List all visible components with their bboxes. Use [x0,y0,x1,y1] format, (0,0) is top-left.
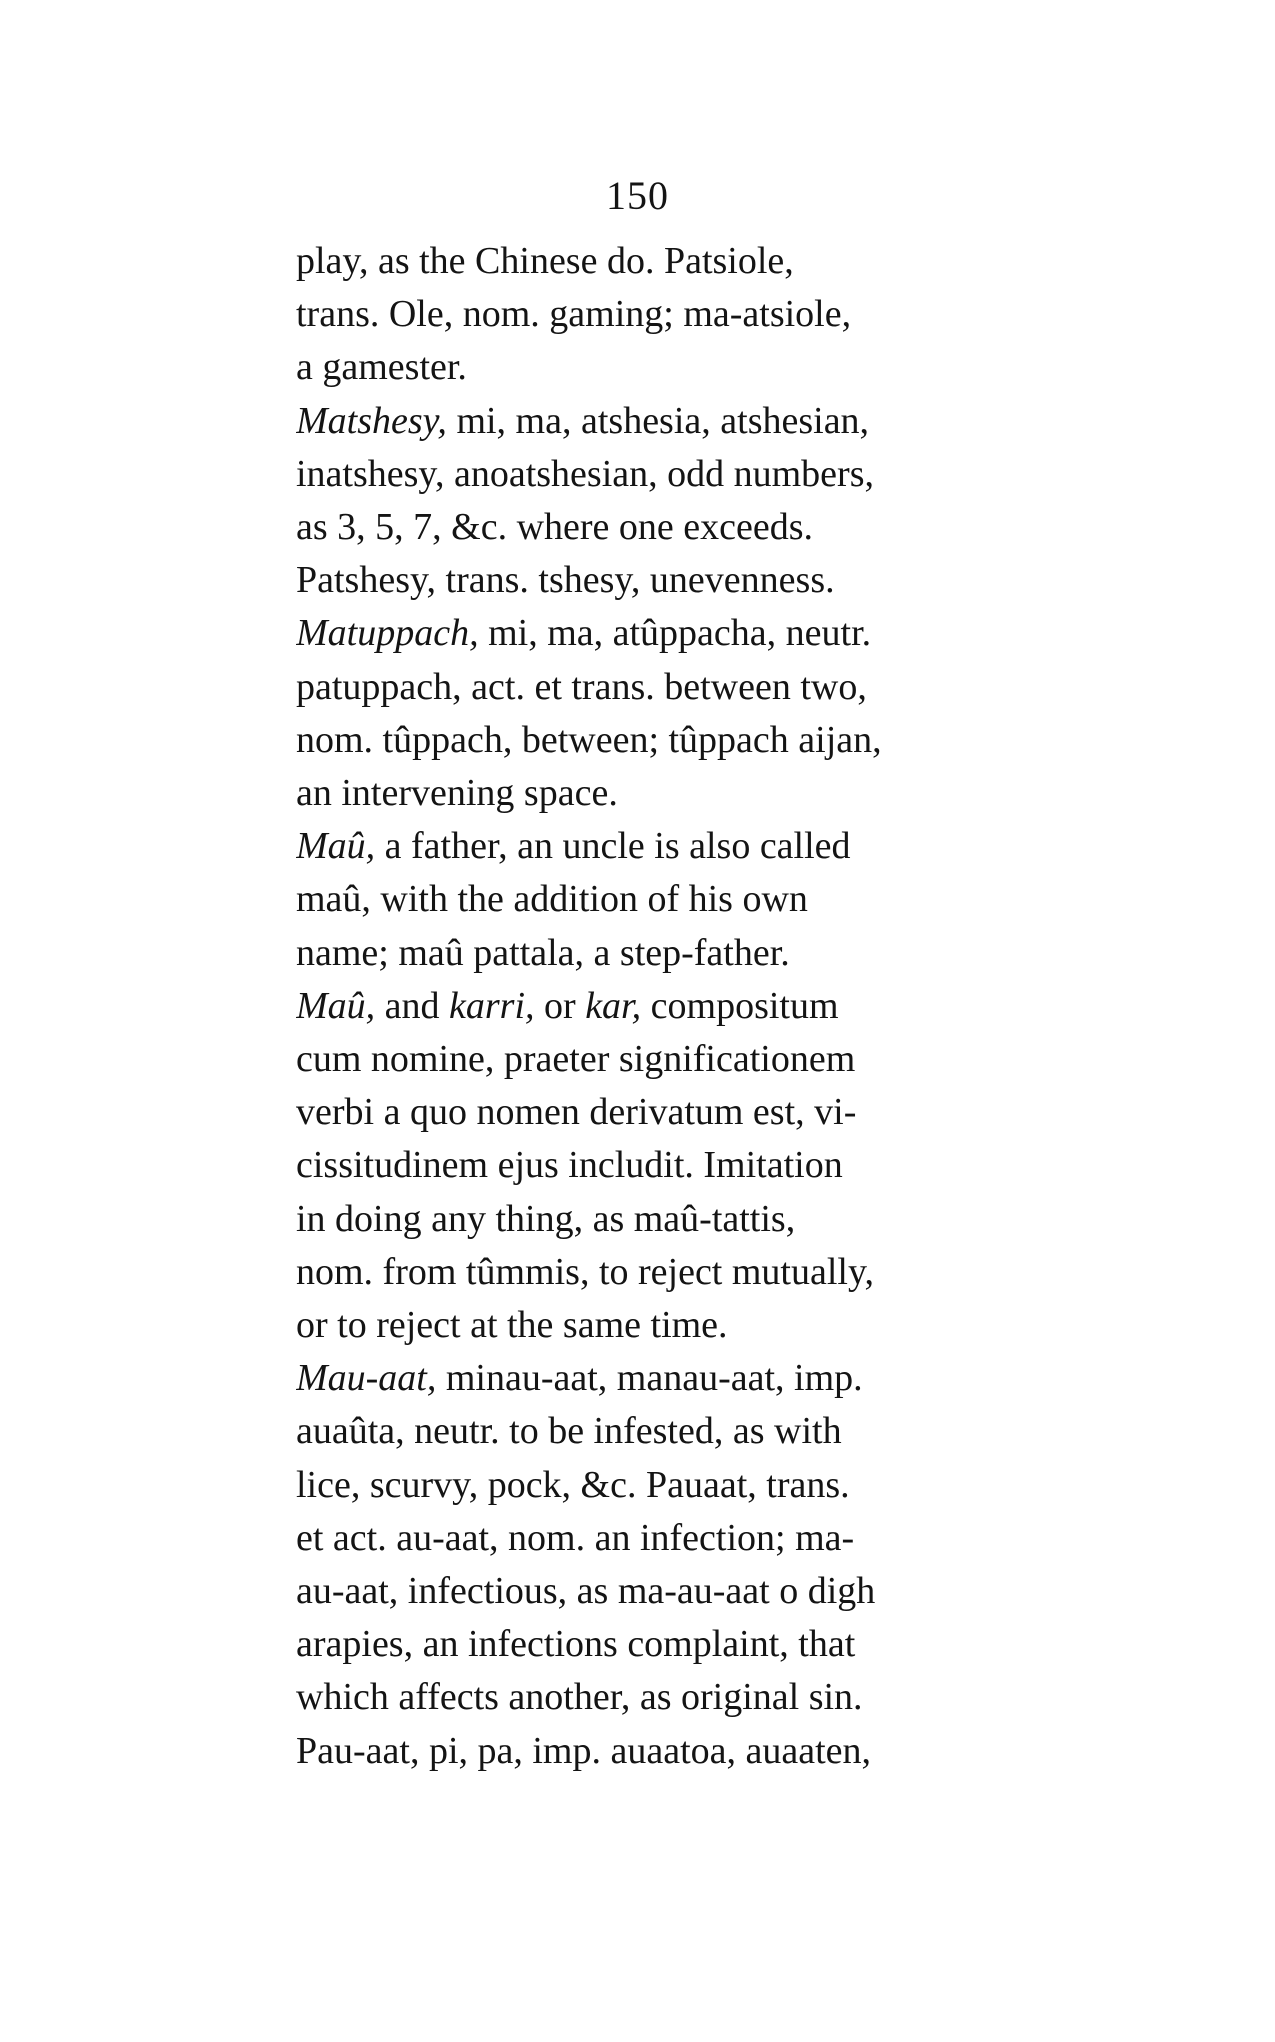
text-line [296,398,1076,444]
headword: karri, [449,985,535,1027]
text-segment: name; maû pattala, a step-father. [296,932,790,974]
text-line [296,983,1076,1029]
text-line [296,1355,1076,1401]
text-segment: Patshesy, trans. tshesy, unevenness. [296,559,835,601]
text-segment: patuppach, act. et trans. between two, [296,666,867,708]
text-segment: play, as the Chinese do. Patsiole, [296,240,794,282]
text-segment: minau-aat, manau-aat, imp. [436,1357,863,1399]
text-line [296,1142,1076,1188]
text-segment: et act. au-aat, nom. an infection; ma- [296,1517,855,1559]
headword: kar, [585,985,642,1027]
text-segment: a gamester. [296,346,467,388]
text-line [296,451,1076,497]
text-line [296,504,1076,550]
text-segment: Pau-aat, pi, pa, imp. auaatoa, auaaten, [296,1730,872,1772]
text-line [296,1674,1076,1720]
headword: Maû, [296,985,376,1027]
text-segment: nom. from tûmmis, to reject mutually, [296,1251,874,1293]
text-segment: arapies, an infections complaint, that [296,1623,856,1665]
text-line [296,1515,1076,1561]
text-line [296,1408,1076,1454]
text-segment: nom. tûppach, between; tûppach aijan, [296,719,882,761]
text-line [296,876,1076,922]
text-line [296,1302,1076,1348]
text-line [296,1621,1076,1667]
text-segment: a father, an uncle is also called [375,825,851,867]
text-line [296,1036,1076,1082]
text-segment: inatshesy, anoatshesian, odd numbers, [296,453,874,495]
text-segment: lice, scurvy, pock, &c. Pauaat, trans. [296,1464,850,1506]
text-line [296,823,1076,869]
text-segment: and [375,985,450,1027]
text-line [296,557,1076,603]
text-segment: or to reject at the same time. [296,1304,728,1346]
text-segment: cissitudinem ejus includit. Imitation [296,1144,843,1186]
text-segment: mi, ma, atûppacha, neutr. [478,612,872,654]
text-segment: auaûta, neutr. to be infested, as with [296,1410,842,1452]
text-line [296,1728,1076,1774]
text-line [296,344,1076,390]
text-line [296,610,1076,656]
text-segment: in doing any thing, as maû-tattis, [296,1198,796,1240]
text-line [296,1462,1076,1508]
text-line [296,930,1076,976]
text-segment: cum nomine, praeter significationem [296,1038,856,1080]
text-line [296,770,1076,816]
headword: Matshesy, [296,400,447,442]
text-line [296,664,1076,710]
text-line [296,1249,1076,1295]
text-line [296,238,1076,284]
text-segment: au-aat, infectious, as ma-au-aat o digh [296,1570,876,1612]
headword: Matuppach, [296,612,479,654]
text-line [296,1089,1076,1135]
text-segment: as 3, 5, 7, &c. where one exceeds. [296,506,814,548]
headword: Maû, [296,825,376,867]
headword: Mau-aat, [296,1357,437,1399]
text-line [296,717,1076,763]
text-segment: an intervening space. [296,772,618,814]
text-line [296,1568,1076,1614]
text-segment: trans. Ole, nom. gaming; ma-atsiole, [296,293,852,335]
text-segment: verbi a quo nomen derivatum est, vi- [296,1091,857,1133]
text-segment: mi, ma, atshesia, atshesian, [446,400,870,442]
text-line [296,291,1076,337]
text-segment: which affects another, as original sin. [296,1676,863,1718]
text-segment: compositum [641,985,839,1027]
text-segment: or [534,985,586,1027]
text-segment: maû, with the addition of his own [296,878,808,920]
text-line [296,1196,1076,1242]
page-number: 150 [606,173,669,218]
